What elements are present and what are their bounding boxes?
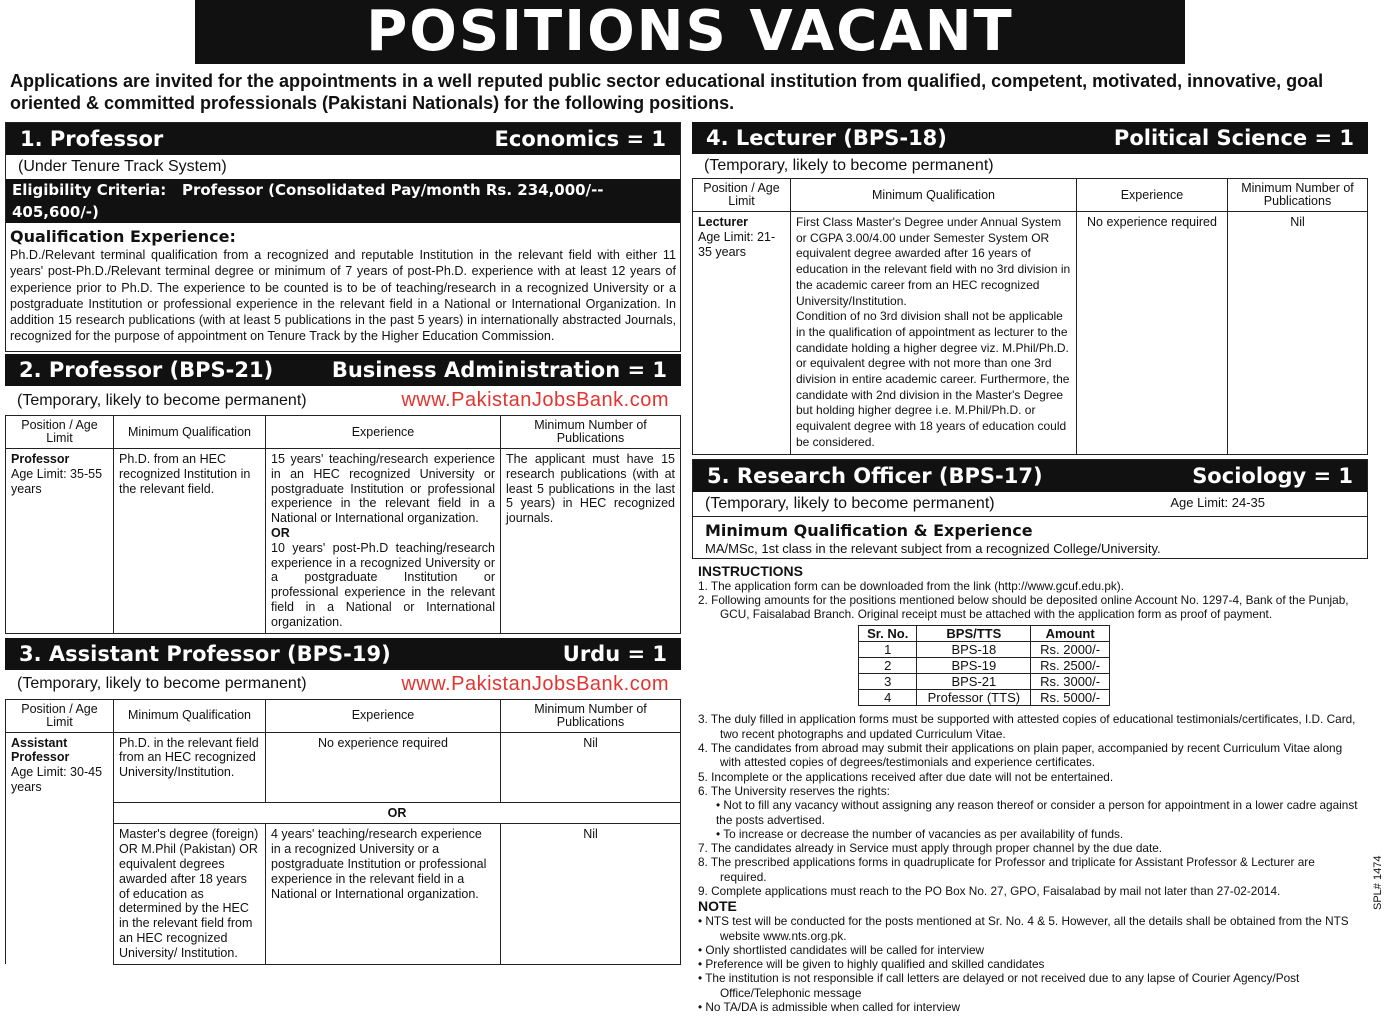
fee-header: Sr. No. — [859, 626, 917, 642]
instructions-heading: INSTRUCTIONS — [698, 562, 803, 579]
or-label: OR — [114, 802, 681, 824]
position-title: 5. Research Officer (BPS-17) — [707, 463, 1043, 488]
note-item: • The institution is not responsible if call letters are delayed or not received due to any lapse of Courier Agency/Post Office/Telephonic message — [698, 971, 1300, 1000]
position-name: Professor — [11, 452, 70, 466]
position-header — [5, 354, 681, 386]
experience-2: 10 years' post-Ph.D teaching/research experience in a recognized University or a postgraduate Institution or professional experience in the relevant field in a National or International organization. — [271, 540, 495, 629]
section-professor — [5, 122, 681, 352]
position-header — [692, 122, 1368, 154]
note-item: • NTS test will be conducted for the posts mentioned at Sr. No. 4 & 5. However, all the details shall be obtained from the NTS website www.nts.org.pk. — [698, 914, 1349, 943]
qualification: Ph.D. from an HEC recognized Institution in the relevant field. — [114, 449, 266, 634]
fee-bps: BPS-19 — [917, 658, 1031, 674]
header-position: Position / Age Limit — [6, 699, 114, 732]
fee-sr: 4 — [859, 690, 917, 706]
instruction-item: 8. The prescribed applications forms in quadruplicate for Professor and triplicate for Assistant Professor & Lecturer are required. — [698, 855, 1315, 884]
header-experience: Experience — [266, 416, 501, 449]
publications-1: Nil — [501, 732, 681, 802]
fee-table — [858, 625, 1110, 706]
or-label: OR — [271, 525, 290, 540]
publications-2: Nil — [501, 824, 681, 964]
position-subtitle: (Temporary, likely to become permanent) — [17, 675, 307, 693]
position-name: Assistant Professor — [11, 735, 70, 765]
fee-row — [859, 690, 1110, 706]
instruction-item: 5. Incomplete or the applications received after due date will not be entertained. — [698, 769, 1114, 784]
eligibility-value: Professor (Consolidated Pay/month Rs. 234,000/-- 405,600/-) — [12, 181, 604, 221]
department: Business Administration = 1 — [331, 358, 667, 382]
position-subtitle: (Temporary, likely to become permanent) — [705, 494, 995, 512]
intro-text: Applications are invited for the appointments in a well reputed public sector educational institution from qualified, competent, motivated, innovative, goal oriented & committed professionals (Pakistani Nationals) for the following positions. — [10, 71, 1324, 113]
position-title: 1. Professor — [20, 127, 164, 151]
fee-row — [859, 658, 1110, 674]
fee-amount: Rs. 3000/- — [1031, 674, 1110, 690]
section-professor-bps21 — [5, 354, 681, 634]
subtitle-row — [5, 386, 681, 415]
position-title: 3. Assistant Professor (BPS-19) — [19, 641, 391, 666]
header-experience: Experience — [1077, 179, 1228, 212]
header-publications: Minimum Number of Publications — [501, 699, 681, 732]
position-table — [5, 415, 681, 634]
note-heading: NOTE — [698, 898, 737, 915]
department: Sociology = 1 — [1192, 463, 1353, 488]
position-header — [693, 460, 1367, 492]
position-title: 2. Professor (BPS-21) — [19, 358, 274, 382]
age-limit: Age Limit: 35-55 years — [11, 466, 103, 496]
position-title: 4. Lecturer (BPS-18) — [706, 126, 947, 150]
department: Urdu = 1 — [562, 641, 667, 666]
position-subtitle: (Under Tenure Track System) — [18, 158, 227, 175]
publications: Nil — [1228, 212, 1368, 455]
header-experience: Experience — [266, 699, 501, 732]
qualification-heading: Minimum Qualification & Experience — [705, 520, 1033, 540]
header-qualification: Minimum Qualification — [114, 416, 266, 449]
qualification-condition: Condition of no 3rd division shall not be applicable in the qualification of appointment as lecturer to the candidate holding a higher degree viz. M.Phil/Ph.D. or equivalent degree with not more than one 3rd division in entire academic career. Furthermore, the candidate with 2nd division in the Master's Degree but holding higher degree i.e. M.Phil/Ph.D. or equivalent degree with 18 years of education could be considered. — [796, 309, 1070, 449]
experience-2: 4 years' teaching/research experience in a recognized University or a postgraduate Institution or professional experience in the relevant field in a National or International organization. — [266, 824, 501, 964]
left-column — [5, 122, 681, 965]
experience-1: No experience required — [266, 732, 501, 802]
publications: The applicant must have 15 research publications (with at least 5 publications in the last 5 years) in HEC recognized journals. — [501, 449, 681, 634]
position-header — [5, 638, 681, 670]
position-table — [5, 699, 681, 965]
qualification-text: Ph.D./Relevant terminal qualification from a recognized and reputable Institution in the relevant field with either 11 years' post-Ph.D./Relevant terminal degree or minimum of 7 years of post-Ph.D. experience with at least 12 years of experience prior to Ph.D. The experience to be counted is to be of teaching/research in a recognized University or a postgraduate Institution or professional experience in the relevant field in a National or International Organization. In addition 15 research publications (with at least 5 publications in the past 5 years) in internationally abstracted Journals, recognized for the purpose of appointment on Tenure Track by the Higher Education Commission. — [10, 248, 676, 344]
position-table — [692, 178, 1368, 455]
header-position: Position / Age Limit — [6, 416, 114, 449]
eligibility-criteria — [6, 179, 680, 223]
header-qualification: Minimum Qualification — [114, 699, 266, 732]
fee-bps: BPS-21 — [917, 674, 1031, 690]
department: Economics = 1 — [494, 127, 666, 151]
note-item: • Only shortlisted candidates will be called for interview — [698, 942, 985, 957]
fee-amount: Rs. 2500/- — [1031, 658, 1110, 674]
age-limit: Age Limit: 21-35 years — [698, 229, 776, 259]
qualification-text: MA/MSc, 1st class in the relevant subject from a recognized College/University. — [705, 540, 1161, 556]
fee-row — [859, 642, 1110, 658]
fee-amount: Rs. 2000/- — [1031, 642, 1110, 658]
fee-row — [859, 674, 1110, 690]
position-subtitle: (Temporary, likely to become permanent) — [704, 157, 994, 174]
subtitle-row — [5, 670, 681, 699]
instruction-item: 1. The application form can be downloaded from the link (http://www.gcuf.edu.pk). — [698, 578, 1125, 593]
eligibility-label: Eligibility Criteria: — [12, 181, 167, 199]
fee-sr: 2 — [859, 658, 917, 674]
instruction-item: 9. Complete applications must reach to the PO Box No. 27, GPO, Faisalabad by mail not later than 27-02-2014. — [698, 884, 1281, 898]
position-subtitle: (Temporary, likely to become permanent) — [17, 391, 307, 409]
instruction-subitem: • Not to fill any vacancy without assigning any reason thereof or consider a person for appointment in a lower cadre against the posts advertised. — [716, 798, 1358, 827]
fee-header: BPS/TTS — [917, 626, 1031, 642]
experience: No experience required — [1077, 212, 1228, 455]
header-position: Position / Age Limit — [693, 179, 791, 212]
header-publications: Minimum Number of Publications — [1228, 179, 1368, 212]
qualification-heading: Qualification Experience: — [10, 227, 236, 246]
right-column — [692, 122, 1368, 1018]
fee-bps: BPS-18 — [917, 642, 1031, 658]
qualification-1: Ph.D. in the relevant field from an HEC recognized University/Institution. — [114, 732, 266, 802]
page-title: POSITIONS VACANT — [195, 0, 1185, 64]
qualification: First Class Master's Degree under Annual System or CGPA 3.00/4.00 under Semester System OR equivalent degree awarded after 16 years of education in the relevant field with no 3rd division in the academic career from an HEC recognized University/Institution. — [796, 215, 1071, 308]
instruction-subitem: • To increase or decrease the number of vacancies as per availability of funds. — [716, 826, 1124, 841]
department: Political Science = 1 — [1113, 126, 1354, 150]
header-publications: Minimum Number of Publications — [501, 416, 681, 449]
fee-amount: Rs. 5000/- — [1031, 690, 1110, 706]
header-qualification: Minimum Qualification — [791, 179, 1077, 212]
section-assistant-professor — [5, 638, 681, 965]
watermark: www.PakistanJobsBank.com — [401, 672, 669, 695]
fee-sr: 1 — [859, 642, 917, 658]
section-lecturer — [692, 122, 1368, 455]
qualification-2: Master's degree (foreign) OR M.Phil (Pakistan) OR equivalent degrees awarded after 18 years of education as determined by the HEC in the relevant field from an HEC recognized University/ Institution. — [114, 824, 266, 964]
instruction-item: 3. The duly filled in application forms must be supported with attested copies of educational testimonials/certificates, I.D. Card, two recent photographs and updated Curriculum Vitae. — [698, 712, 1356, 741]
position-name: Lecturer — [698, 215, 749, 229]
instruction-item: 7. The candidates already in Service must apply through proper channel by the due date. — [698, 841, 1163, 856]
spl-number: SPL# 1474 — [1372, 855, 1384, 910]
fee-bps: Professor (TTS) — [917, 690, 1031, 706]
instruction-item: 6. The University reserves the rights: — [698, 783, 890, 798]
instruction-item: 4. The candidates from abroad may submit their applications on plain paper, accompanied by recent Curriculum Vitae along with attested copies of degrees/testimonials and experience certificates. — [698, 741, 1343, 770]
section-research-officer — [692, 459, 1368, 559]
age-limit: Age Limit: 30-45 years — [11, 765, 103, 794]
position-header — [6, 123, 680, 155]
experience-1: 15 years' teaching/research experience in an HEC recognized University or postgraduate Institution or professional experience in the relevant field in a National or International organization. — [271, 452, 495, 526]
instruction-item: 2. Following amounts for the positions mentioned below should be deposited online Account No. 1297-4, Bank of the Punjab, GCU, Faisalabad Branch. Original receipt must be attached with the application form as proof of payment. — [698, 592, 1349, 622]
watermark: www.PakistanJobsBank.com — [401, 389, 669, 411]
note-item: • No TA/DA is admissible when called for interview — [698, 1000, 961, 1015]
fee-header: Amount — [1031, 626, 1110, 642]
age-limit: Age Limit: 24-35 — [1170, 494, 1265, 510]
instructions — [692, 559, 1368, 1018]
fee-sr: 3 — [859, 674, 917, 690]
note-item: • Preference will be given to highly qualified and skilled candidates — [698, 957, 1045, 972]
